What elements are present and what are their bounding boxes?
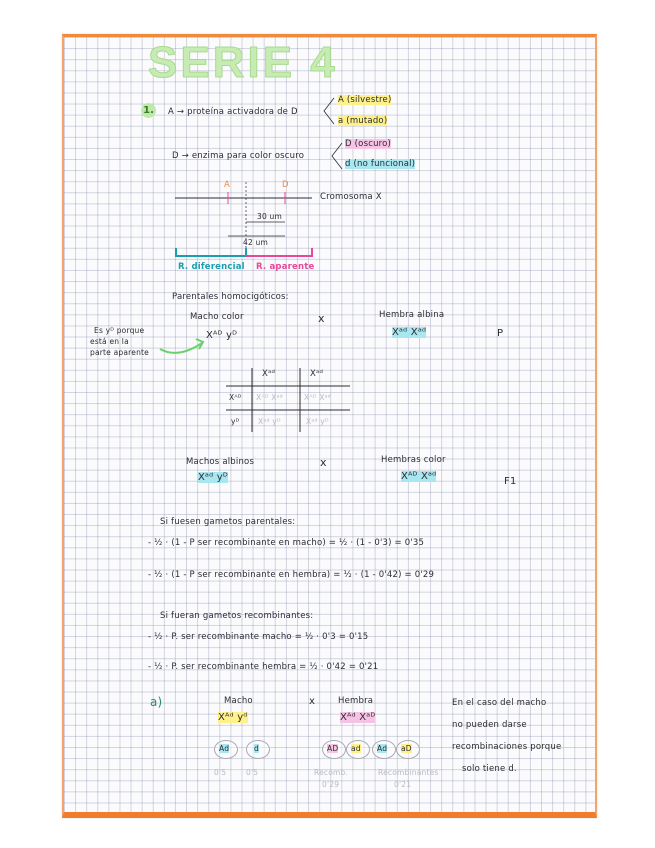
a-hembra-label: Hembra [338,696,374,706]
distance-30um: 30 um [257,212,282,221]
gene-d-line: D → enzima para color oscuro [172,151,305,161]
gamete-h2: ad [351,744,361,753]
brace-a [322,96,336,126]
locus-a-label: A [224,180,231,190]
branch-a-silvestre: A (silvestre) [338,95,392,105]
f1-macho-genotype: Xᵃᵈ yᴰ [198,472,228,483]
hembras-color-label: Hembras color [381,455,446,465]
a-cross-symbol: x [309,696,316,707]
region-aparente-label: R. aparente [256,262,315,272]
branch-d-oscuro: D (oscuro) [345,139,392,149]
equation-2: - ½ · (1 - P ser recombinante en hembra) = ½ · (1 - 0'42) = 0'29 [148,570,435,580]
punnett-c21: Xᵃᵈ yᴰ [258,417,281,426]
equation-4: - ½ · P. ser recombinante hembra = ½ · 0'42 = 0'21 [148,662,379,672]
punnett-grid [224,366,354,436]
punnett-col2: Xᵃᵈ [310,369,324,379]
punnett-row1: Xᴬᴰ [229,393,242,402]
gamete-m2: d [254,744,259,753]
a-macho-genotype: Xᴬᵈ yᵈ [218,712,248,723]
equation-3: - ½ · P. ser recombinante macho = ½ · 0'3 = 0'15 [148,632,369,642]
gen-f1-label: F1 [504,476,517,487]
machos-albinos-label: Machos albinos [186,457,255,467]
side-note-3: parte aparente [90,348,149,357]
branch-a-mutado: a (mutado) [338,116,388,126]
gen-p-label: P [497,328,504,339]
punnett-c11: Xᴬᴰ Xᵃᵈ [256,393,283,402]
side-note-2: está en la [90,337,129,346]
equation-1: - ½ · (1 - P ser recombinante en macho) = ½ · (1 - 0'3) = 0'35 [148,538,425,548]
punnett-col1: Xᵃᵈ [262,369,276,379]
macho-color-label: Macho color [190,312,244,322]
region-aparente-bracket [246,248,312,256]
part-a-label: a) [150,695,163,709]
gamete-h4: aD [401,744,412,753]
branch-d-no-funcional: d (no funcional) [345,159,416,169]
rec-label-1: Recomb. [314,768,349,777]
gamete-h3: Ad [377,744,388,753]
rec-value-2: 0'21 [394,780,412,789]
f1-hembra-genotype: Xᴬᴰ Xᵃᵈ [401,471,437,482]
explanation-line-2: no pueden darse [452,720,527,730]
page-title: SERIE 4 [148,38,338,87]
brace-d [330,141,344,171]
explanation-line-1: En el caso del macho [452,698,547,708]
chromosome-label: Cromosoma X [320,192,382,202]
cross-symbol-f1: x [320,456,327,469]
punnett-c12: Xᴬᴰ Xᵃᵈ [304,393,331,402]
distance-42um: 42 um [243,238,268,247]
explanation-line-4: solo tiene d. [462,764,517,774]
note-arrow [158,333,208,357]
explanation-line-3: recombinaciones porque [452,742,562,752]
item-number-badge: 1. [141,103,156,118]
gamete-h1: AD [327,744,339,753]
freq-m2: 0'5 [246,768,259,777]
a-macho-label: Macho [224,696,253,706]
region-diferencial-bracket [176,248,246,256]
punnett-c22: Xᵃᵈ yᴰ [306,417,329,426]
side-note-1: Es yᴰ porque [94,326,145,335]
parentales-heading: Parentales homocigóticos: [172,292,289,302]
gamete-m1: Ad [219,744,230,753]
region-diferencial-label: R. diferencial [178,262,245,272]
si-parentales-heading: Si fuesen gametos parentales: [160,517,296,527]
cross-symbol-p: x [318,312,325,325]
locus-d-label: D [282,180,289,190]
freq-m1: 0'5 [214,768,227,777]
gene-a-line: A → proteína activadora de D [168,107,298,117]
rec-label-2: Recombinantes [378,768,439,777]
a-hembra-genotype: Xᴬᵈ Xᵃᴰ [340,712,376,723]
si-recombinantes-heading: Si fueran gametos recombinantes: [160,611,314,621]
rec-value-1: 0'29 [322,780,340,789]
macho-genotype: Xᴬᴰ yᴰ [206,330,238,341]
hembra-albina-label: Hembra albina [379,310,445,320]
punnett-row2: yᴰ [231,417,240,426]
hembra-genotype: Xᵃᵈ Xᵃᵈ [392,327,427,338]
